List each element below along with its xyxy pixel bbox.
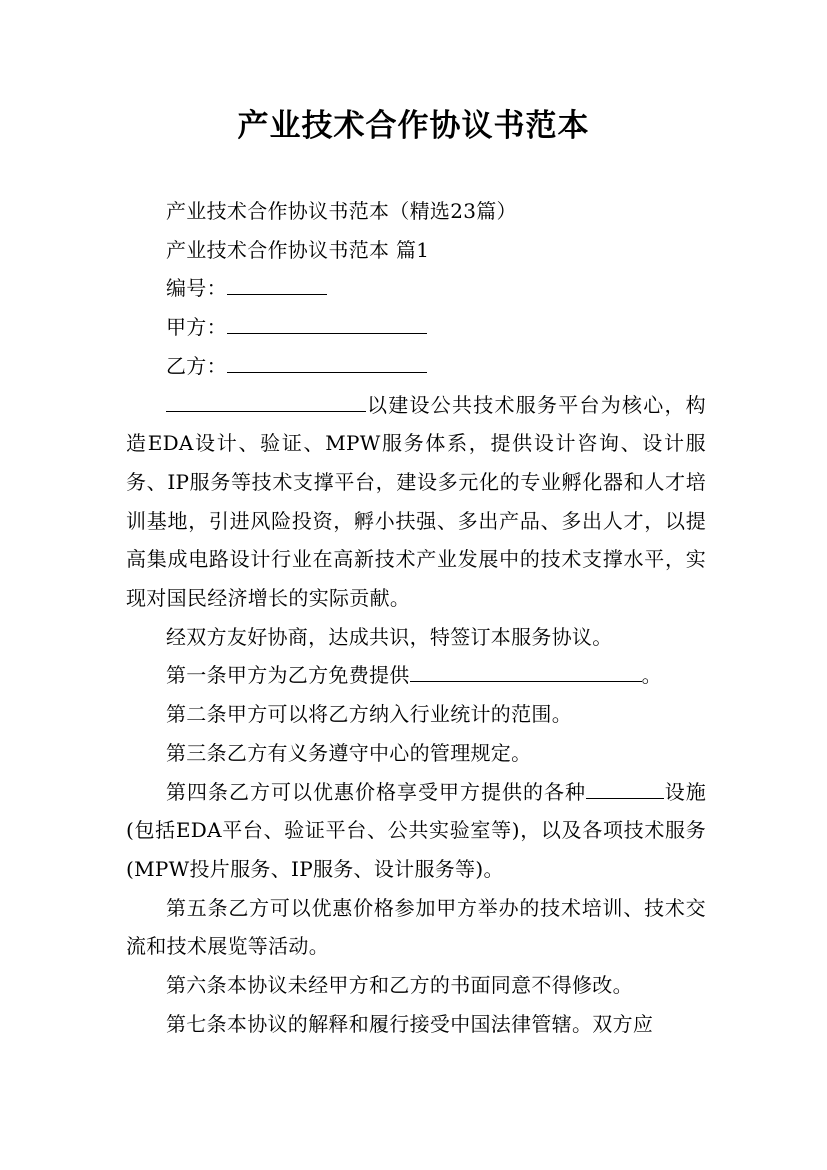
blank-underline <box>166 390 366 412</box>
paragraph <box>126 386 706 618</box>
number-line <box>126 269 706 308</box>
article-1 <box>126 656 706 695</box>
document-body <box>126 192 706 1043</box>
paragraph: 产业技术合作协议书范本（精选23篇） <box>166 199 517 223</box>
blank-underline <box>586 777 664 799</box>
blank-underline <box>227 312 427 334</box>
party-a-label: 甲方： <box>166 315 227 340</box>
article-text: 设施(包括EDA平台、验证平台、公共实验室等)，以及各项技术服务(MPW投片服务、IP服务、设计服务等)。 <box>126 779 706 881</box>
paragraph-text: 以建设公共技术服务平台为核心，构造EDA设计、验证、MPW服务体系，提供设计咨询、设计服务、IP服务等技术支撑平台，建设多元化的专业孵化器和人才培训基地，引进风险投资，孵小扶强、多出产品、多出人才，以提高集成电路设计行业在高新技术产业发展中的技术支撑水平，实现对国民经济增长的实际贡献。 <box>126 392 706 611</box>
party-a-line <box>126 308 706 347</box>
blank-underline <box>410 660 642 682</box>
paragraph: 产业技术合作协议书范本 篇1 <box>166 237 430 262</box>
number-label: 编号： <box>166 276 227 301</box>
paragraph: 经双方友好协商，达成共识，特签订本服务协议。 <box>166 624 613 649</box>
article-2: 第二条甲方可以将乙方纳入行业统计的范围。 <box>166 702 572 727</box>
document-title: 产业技术合作协议书范本 <box>237 108 590 144</box>
article-text: 。 <box>641 663 662 688</box>
party-b-line <box>126 347 706 386</box>
blank-underline <box>227 273 327 295</box>
article-5: 第五条乙方可以优惠价格参加甲方举办的技术培训、技术交流和技术展览等活动。 <box>126 895 706 959</box>
article-7: 第七条本协议的解释和履行接受中国法律管辖。双方应 <box>166 1011 654 1036</box>
blank-underline <box>227 351 427 373</box>
article-3: 第三条乙方有义务遵守中心的管理规定。 <box>166 740 532 765</box>
article-6: 第六条本协议未经甲方和乙方的书面同意不得修改。 <box>166 973 633 998</box>
article-text: 第四条乙方可以优惠价格享受甲方提供的各种 <box>166 779 586 804</box>
article-text: 第一条甲方为乙方免费提供 <box>166 663 410 688</box>
party-b-label: 乙方： <box>166 353 227 378</box>
article-4 <box>126 773 706 889</box>
